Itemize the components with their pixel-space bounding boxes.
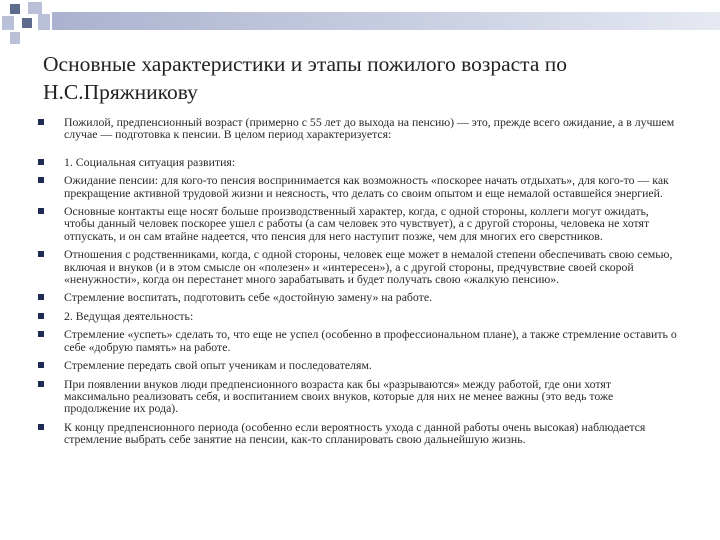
bullet-marker [38, 208, 44, 214]
bullet-item [38, 116, 678, 141]
bullet-text: Основные контакты еще носят больше производственный характер, когда, с одной стороны, коллеги могут ожидать, чтобы данный человек поскорее ушел с работы (а сам человек это чувствует), а с другой стороны, человека не хотят отпускать, и он сам втайне надеется, что пенсия для него наступит позже, чем для многих его сверстников. [64, 204, 650, 243]
decor-square-6 [10, 32, 20, 44]
header-gradient-bar [52, 12, 720, 30]
decor-square-1 [10, 4, 20, 14]
bullet-item [38, 421, 678, 446]
bullet-list [38, 116, 678, 446]
slide-title: Основные характеристики и этапы пожилого возраста по Н.С.Пряжникову [43, 52, 568, 104]
bullet-item [38, 291, 678, 303]
bullet-marker [38, 119, 44, 125]
bullet-item [38, 378, 678, 415]
bullet-item [38, 328, 678, 353]
bullet-text: Пожилой, предпенсионный возраст (примерно с 55 лет до выхода на пенсию) — это, прежде всего ожидание, а в лучшем случае — подготовка к пенсии. В целом период характеризуется: [64, 115, 675, 142]
bullet-text: Стремление воспитать, подготовить себе «достойную замену» на работе. [64, 290, 433, 305]
bullet-text: 2. Ведущая деятельность: [64, 308, 194, 323]
bullet-item [38, 205, 678, 242]
bullet-marker [38, 331, 44, 337]
bullet-item [38, 156, 678, 168]
bullet-text: 1. Социальная ситуация развития: [64, 154, 236, 169]
bullet-item [38, 174, 678, 199]
decor-square-4 [22, 18, 32, 28]
bullet-text: Ожидание пенсии: для кого-то пенсия воспринимается как возможность «поскорее начать отдыхать», для кого-то — как прекращение активной трудовой жизни и неясность, что делать со своим опытом и еще немалой оставшейся энергией. [64, 173, 669, 200]
decor-square-3 [2, 16, 14, 30]
bullet-text: К концу предпенсионного периода (особенно если вероятность ухода с данной работы очень высокая) наблюдается стремление выбрать себе занятие на пенсии, как-то спланировать свою дальнейшую жизнь. [64, 419, 646, 447]
bullet-text: Стремление передать свой опыт ученикам и последователям. [64, 358, 372, 373]
bullet-text: Отношения с родственниками, когда, с одной стороны, человек еще может в немалой степени обеспечивать свою семью, включая и внуков (и в этом смысле он «полезен» и «интересен»), а с другой стороны, предчувствие своей скорой «ненужности», когда он перестанет много зарабатывать и будет получать свою «жалкую пенсию». [64, 247, 673, 287]
bullet-text: Стремление «успеть» сделать то, что еще не успел (особенно в профессиональном плане), а также стремление оставить о себе «добрую память» на работе. [64, 327, 677, 354]
bullet-marker [38, 424, 44, 430]
bullet-item [38, 310, 678, 322]
bullet-marker [38, 294, 44, 300]
bullet-text: При появлении внуков люди предпенсионного возраста как бы «разрываются» между работой, где они хотят максимально реализовать себя, и воспитанием своих внуков, которые для них не менее важны (это ведь тоже продолжение их рода). [64, 376, 614, 416]
bullet-item [38, 359, 678, 371]
decor-square-2 [28, 2, 42, 14]
bullet-item [38, 248, 678, 285]
bullet-marker [38, 381, 44, 387]
bullet-marker [38, 313, 44, 319]
bullet-marker [38, 362, 44, 368]
bullet-marker [38, 251, 44, 257]
bullet-marker [38, 177, 44, 183]
decor-square-5 [38, 14, 50, 30]
bullet-marker [38, 159, 44, 165]
